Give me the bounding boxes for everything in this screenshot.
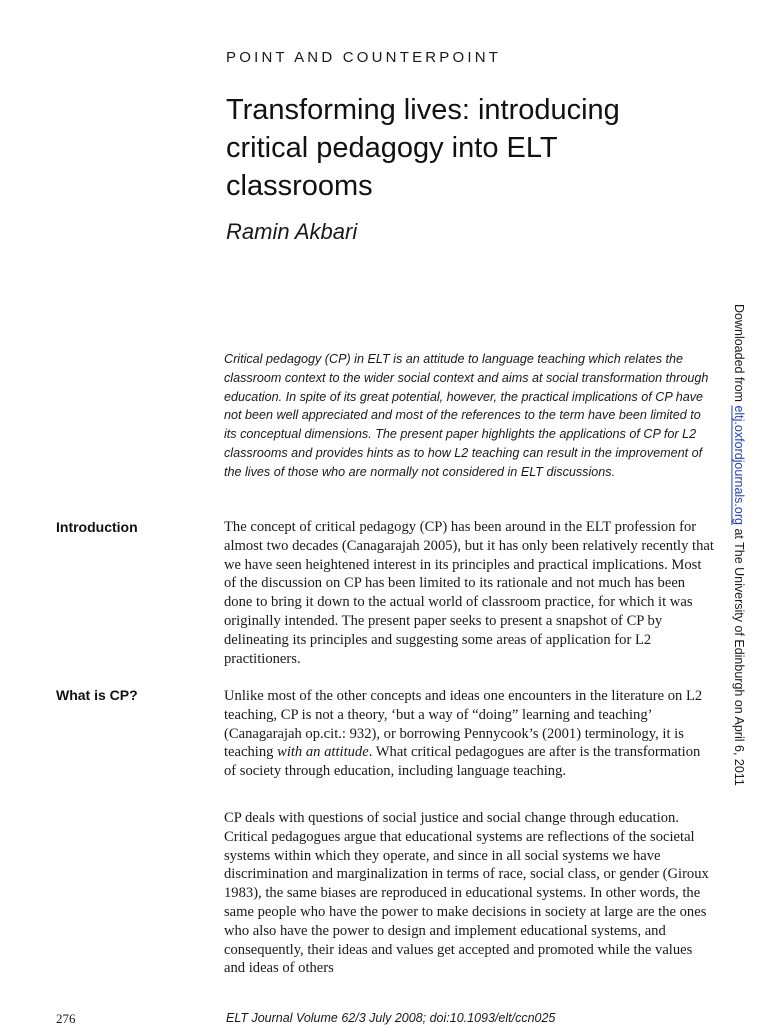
paragraph-text: . What critical pedagogues are after is the transformation of society through education, including language teaching.	[224, 744, 701, 780]
watermark-suffix: at The University of Edinburgh on April 6, 2011	[732, 524, 746, 786]
paragraph-text: Unlike most of the other concepts and ideas one encounters in the literature on L2 teaching, CP is not a theory, ‘but a way of “doing” learning and teaching’ (Canagarajah op.cit.: 932), or borrowing Pennycook’s (2001) terminology, it is teaching	[224, 688, 703, 761]
journal-link[interactable]: eltj.oxfordjournals.org	[732, 405, 746, 525]
download-watermark	[730, 304, 748, 786]
page-number: 276	[56, 1011, 76, 1026]
journal-citation: ELT Journal Volume 62/3 July 2008; doi:10.1093/elt/ccn025	[226, 1011, 556, 1025]
watermark-prefix: Downloaded from	[732, 304, 746, 406]
section-heading-introduction: Introduction	[56, 519, 138, 535]
emphasis-text: with an attitude	[277, 744, 369, 761]
what-is-cp-paragraph-1	[224, 687, 716, 781]
article-title: Transforming lives: introducing critical pedagogy into ELT classrooms	[226, 94, 620, 202]
introduction-paragraph: The concept of critical pedagogy (CP) has been around in the ELT profession for almost two decades (Canagarajah 2005), but it has only been relatively recently that we have seen heightened interest in its principles and practical implications. Most of the discussion on CP has been limited to its rationale and not much has been done to bring it down to the actual world of classroom practice, for which it was originally intended. The present paper seeks to present a snapshot of CP by delineating its principles and suggesting some areas of application for L2 practitioners.	[224, 519, 714, 667]
what-is-cp-paragraph-2: CP deals with questions of social justice and social change through education. Critical pedagogues argue that educational systems are reflections of the societal systems within which they operate, and since in all social systems we have discrimination and marginalization in terms of race, social class, or gender (Giroux 1983), the same biases are reproduced in educational systems. In other words, the same people who have the power to make decisions in society at large are the ones who also have the power to design and implement educational systems, and consequently, their ideas and values get accepted and promoted while the values and ideas of others	[224, 810, 709, 977]
section-heading-what-is-cp: What is CP?	[56, 687, 138, 703]
author-name: Ramin Akbari	[226, 219, 358, 244]
abstract: Critical pedagogy (CP) in ELT is an attitude to language teaching which relates the classroom context to the wider social context and aims at social transformation through education. In spite of its great potential, however, the practical implications of CP have not been well appreciated and most of the references to the term have been limited to its conceptual dimensions. The present paper highlights the applications of CP for L2 classrooms and provides hints as to how L2 teaching can result in the improvement of the lives of those who are normally not considered in ELT discussions.	[224, 352, 709, 479]
section-label: POINT AND COUNTERPOINT	[226, 49, 502, 66]
